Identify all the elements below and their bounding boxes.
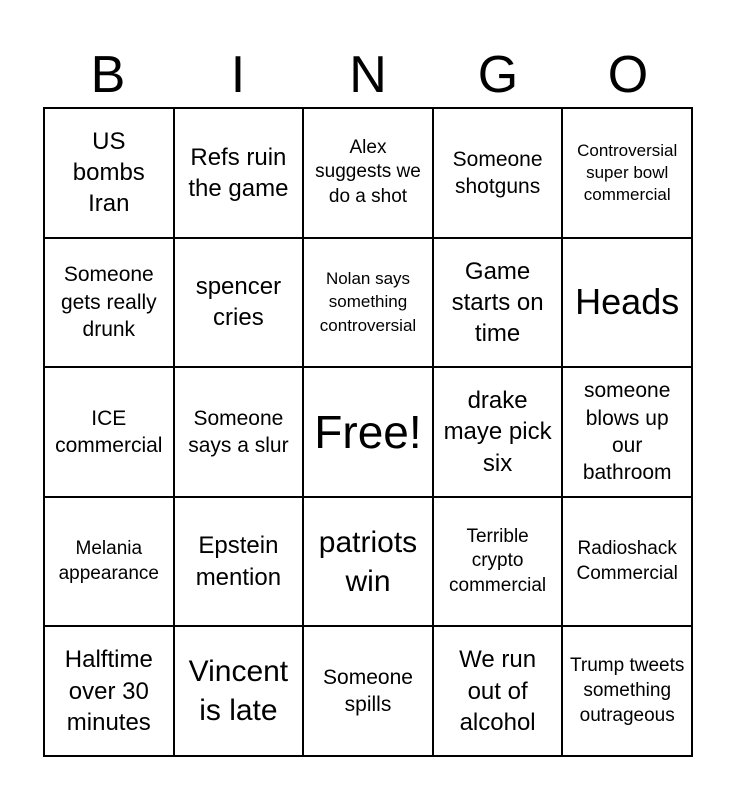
cell-text: Melania appearance: [58, 537, 159, 584]
cell-text: Vincent is late: [188, 655, 289, 728]
cell-text: We run out of alcohol: [459, 646, 537, 736]
bingo-cell[interactable]: [174, 108, 304, 238]
cell-text: Someone spills: [323, 665, 413, 717]
cell-text: Someone gets really drunk: [60, 263, 157, 342]
free-space-label: Free!: [314, 405, 422, 458]
bingo-cell[interactable]: [433, 497, 563, 627]
bingo-cell[interactable]: [303, 108, 433, 238]
cell-text: Controversial super bowl commercial: [577, 140, 678, 204]
cell-text: Halftime over 30 minutes: [64, 646, 153, 736]
header-letter-o: O: [607, 46, 649, 104]
bingo-cell[interactable]: [174, 367, 304, 497]
bingo-cell[interactable]: [562, 626, 692, 756]
bingo-cell[interactable]: [44, 108, 174, 238]
cell-text: someone blows up our bathroom: [582, 379, 672, 485]
bingo-cell[interactable]: [433, 367, 563, 497]
cell-text: ICE commercial: [55, 406, 163, 457]
bingo-cell[interactable]: [44, 626, 174, 756]
bingo-cell[interactable]: [433, 108, 563, 238]
header-letter-i: I: [230, 46, 246, 104]
bingo-cell[interactable]: [303, 497, 433, 627]
bingo-cell[interactable]: [562, 367, 692, 497]
cell-text: US bombs Iran: [72, 128, 145, 218]
cell-text: Someone shotguns: [452, 147, 543, 198]
cell-text: Someone says a slur: [188, 406, 289, 457]
cell-text: Epstein mention: [195, 532, 282, 591]
bingo-cell[interactable]: [174, 497, 304, 627]
bingo-cell[interactable]: [44, 238, 174, 368]
bingo-cell[interactable]: [303, 626, 433, 756]
bingo-cell[interactable]: [562, 108, 692, 238]
bingo-cell[interactable]: [174, 238, 304, 368]
header-letter-g: G: [477, 46, 519, 104]
cell-text: spencer cries: [195, 273, 282, 332]
header-letter-n: N: [349, 46, 387, 104]
bingo-header: [43, 46, 693, 104]
cell-text: Game starts on time: [451, 257, 544, 347]
bingo-board: [43, 107, 693, 757]
cell-text: Radioshack Commercial: [576, 537, 678, 584]
cell-text: patriots win: [318, 525, 418, 598]
cell-text: Terrible crypto commercial: [449, 525, 547, 596]
cell-text: drake maye pick six: [443, 387, 552, 477]
bingo-cell[interactable]: [44, 497, 174, 627]
cell-text: Refs ruin the game: [188, 143, 289, 202]
bingo-cell[interactable]: [433, 238, 563, 368]
cell-text: Nolan says something controversial: [319, 268, 417, 336]
bingo-cell[interactable]: [562, 238, 692, 368]
bingo-cell[interactable]: [303, 238, 433, 368]
cell-text: Heads: [575, 281, 680, 323]
cell-text: Trump tweets something outrageous: [570, 655, 685, 726]
bingo-cell[interactable]: [44, 367, 174, 497]
bingo-cell[interactable]: [174, 626, 304, 756]
bingo-cell[interactable]: [562, 497, 692, 627]
bingo-cell free-cell[interactable]: [303, 367, 433, 497]
cell-text: Alex suggests we do a shot: [315, 136, 421, 208]
header-letter-b: B: [90, 46, 126, 104]
bingo-cell[interactable]: [433, 626, 563, 756]
